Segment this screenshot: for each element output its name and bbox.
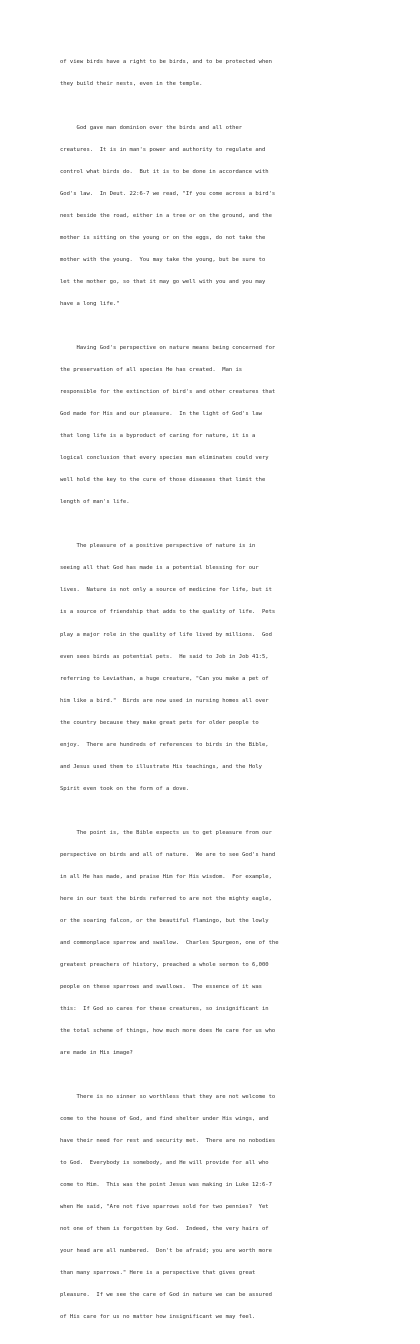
text-line: greatest preachers of history, preached a whole sermon to 6,000 [60,961,269,968]
text-line: The point is, the Bible expects us to get pleasure from our [60,829,272,836]
text-line: well hold the key to the cure of those diseases that limit the [60,477,266,484]
text-line: The pleasure of a positive perspective of nature is in [60,543,256,550]
text-line: that long life is a byproduct of caring for nature, it is a [60,433,256,440]
text-line: than many sparrows." Here is a perspective that gives great [60,1270,256,1277]
text-line: God's law. In Deut. 22:6-7 we read, "If you come across a bird's [60,190,276,197]
text-line: in all He has made, and praise Him for His wisdom. For example, [60,873,272,880]
text-line: come to the house of God, and find shelter under His wings, and [60,1116,269,1123]
text-line: control what birds do. But it is to be done in accordance with [60,168,269,175]
text-line: responsible for the extinction of bird's and other creatures that [60,389,276,396]
text-line: come to Him. This was the point Jesus was making in Luke 12:6-7 [60,1182,272,1189]
text-line: enjoy. There are hundreds of references to birds in the Bible, [60,741,269,748]
text-line: here in our text the birds referred to are not the mighty eagle, [60,895,272,902]
text-line: your head are all numbered. Don't be afraid; you are worth more [60,1248,272,1255]
text-line: when He said, "Are not five sparrows sold for two pennies? Yet [60,1204,269,1211]
text-line: to God. Everybody is somebody, and He will provide for all who [60,1160,269,1167]
text-line: the preservation of all species He has created. Man is [60,367,243,374]
text-line: even sees birds as potential pets. He said to Job in Job 41:5, [60,653,269,660]
document-body [60,44,372,1344]
text-line: logical conclusion that every species man eliminates could very [60,455,269,462]
text-line: the total scheme of things, how much more does He care for us who [60,1028,276,1035]
text-line: and Jesus used them to illustrate His teachings, and the Holy [60,763,262,770]
text-line: of His care for us no matter how insignificant we may feel. [60,1314,256,1321]
text-line: not one of them is forgotten by God. Indeed, the very hairs of [60,1226,269,1233]
text-line: seeing all that God has made is a potential blessing for our [60,565,259,572]
text-line: Having God's perspective on nature means being concerned for [60,345,276,352]
text-line: the country because they make great pets for older people to [60,719,259,726]
paragraph-2 [60,110,372,323]
text-line: Spirit even took on the form of a dove. [60,785,190,792]
text-line: have their need for rest and security met. There are no nobodies [60,1138,276,1145]
text-line: God made for His and our pleasure. In the light of God's law [60,411,262,418]
text-line: are made in His image? [60,1050,133,1057]
text-line: him like a bird." Birds are now used in nursing homes all over [60,697,269,704]
text-line: nest beside the road, either in a tree or on the ground, and the [60,212,272,219]
text-line: and commonplace sparrow and swallow. Charles Spurgeon, one of the [60,939,279,946]
text-line: is a source of friendship that adds to the quality of life. Pets [60,609,276,616]
text-line: mother is sitting on the young or on the eggs, do not take the [60,234,266,241]
text-line: pleasure. If we see the care of God in nature we can be assured [60,1292,272,1299]
text-line: length of man's life. [60,499,130,506]
text-line: or the soaring falcon, or the beautiful flamingo, but the lowly [60,917,269,924]
paragraph-1 [60,44,372,103]
paragraph-6 [60,1079,372,1336]
paragraph-4 [60,529,372,808]
text-line: mother with the young. You may take the young, but be sure to [60,256,266,263]
text-line: play a major role in the quality of life lived by millions. God [60,631,272,638]
paragraph-5 [60,815,372,1072]
text-line: this: If God so cares for these creatures, so insignificant in [60,1006,269,1013]
text-line: have a long life." [60,301,120,308]
text-line: perspective on birds and all of nature. We are to see God's hand [60,851,276,858]
paragraph-3 [60,330,372,521]
text-line: God gave man dominion over the birds and all other [60,124,243,131]
text-line: creatures. It is in man's power and authority to regulate and [60,146,266,153]
text-line: lives. Nature is not only a source of medicine for life, but it [60,587,272,594]
text-line: people on these sparrows and swallows. The essence of it was [60,984,262,990]
text-line: of view birds have a right to be birds, and to be protected when [60,58,272,65]
text-line: referring to Leviathan, a huge creature, "Can you make a pet of [60,675,269,682]
text-line: There is no sinner so worthless that they are not welcome to [60,1094,276,1101]
text-line: let the mother go, so that it may go well with you and you may [60,279,266,285]
text-line: they build their nests, even in the temple. [60,80,203,87]
